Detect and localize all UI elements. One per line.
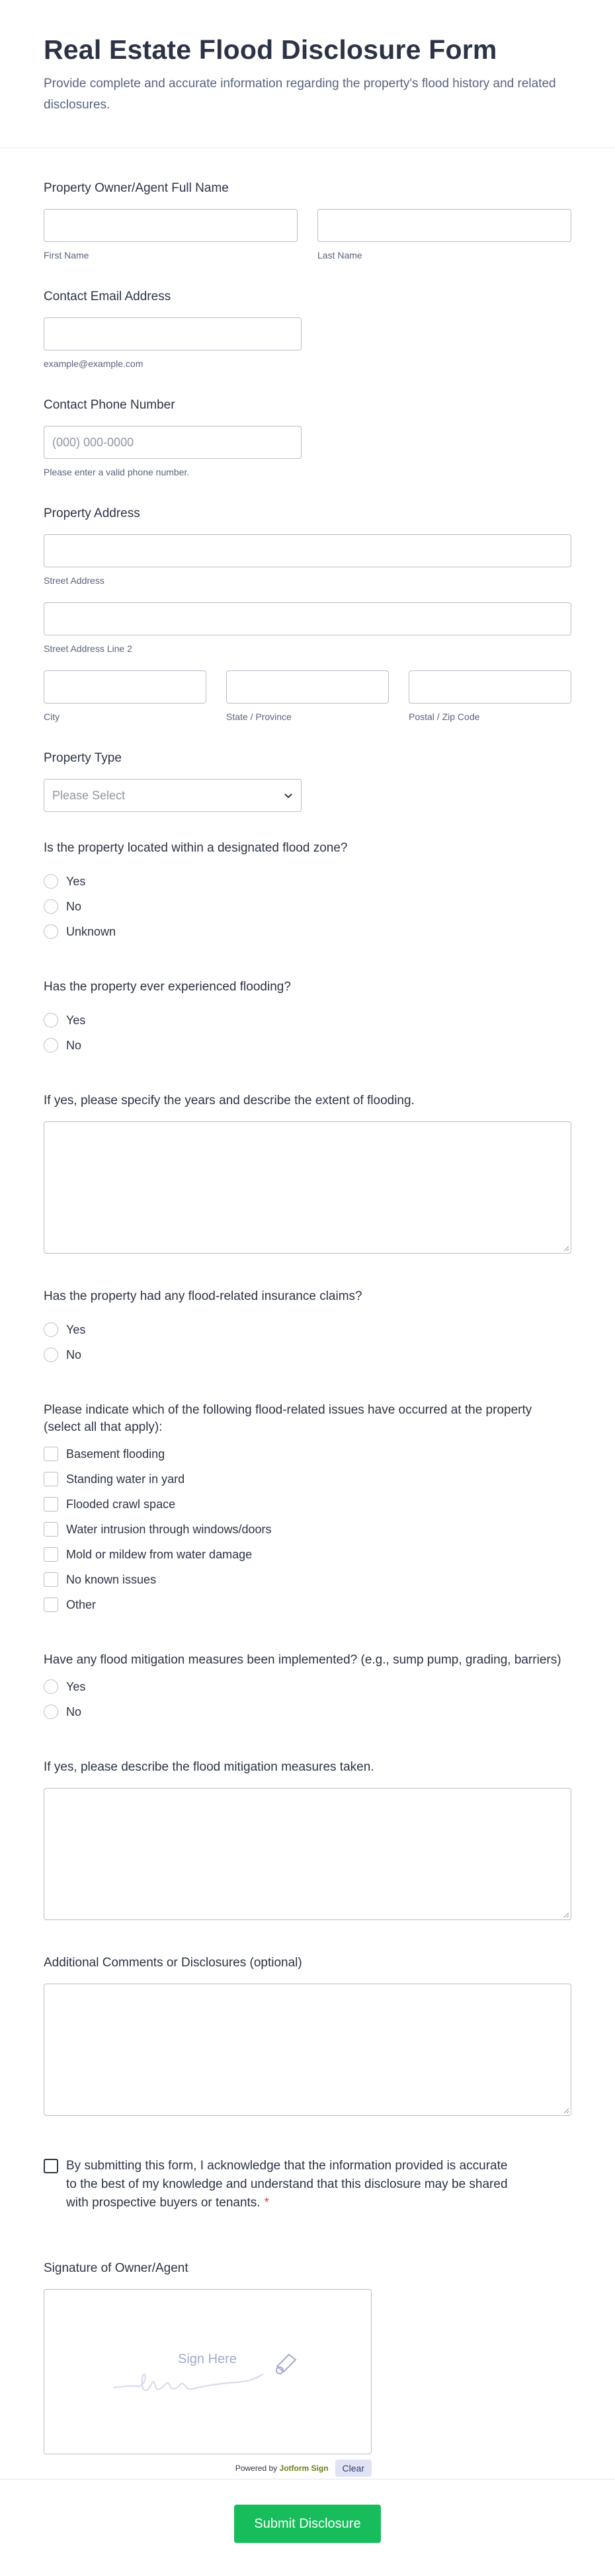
sign-here-placeholder: Sign Here — [178, 2352, 237, 2366]
option-label: Other — [66, 1597, 97, 1611]
radio-button[interactable] — [44, 1705, 58, 1719]
zip-input[interactable] — [409, 670, 571, 704]
option-label: No — [66, 1705, 82, 1718]
form-content — [0, 148, 615, 2477]
checkbox[interactable] — [44, 1497, 58, 1511]
street-address-line2-input[interactable] — [44, 602, 571, 635]
checkbox[interactable] — [44, 1597, 58, 1612]
issue-option[interactable] — [44, 1467, 571, 1492]
option-label: Water intrusion through windows/doors — [66, 1522, 272, 1536]
mitigation-option-no[interactable] — [44, 1699, 571, 1724]
flooding-details-label: If yes, please specify the years and describe the extent of flooding. — [44, 1094, 415, 1107]
powered-by-brand: Jotform Sign — [279, 2464, 329, 2473]
consent-checkbox[interactable] — [44, 2159, 58, 2173]
radio-button[interactable] — [44, 1038, 58, 1053]
consent-text — [66, 2157, 520, 2212]
email-label: Contact Email Address — [44, 290, 171, 303]
issue-option[interactable] — [44, 1492, 571, 1517]
phone-label: Contact Phone Number — [44, 398, 175, 412]
clear-signature-button[interactable]: Clear — [335, 2460, 372, 2477]
comments-field — [44, 1920, 571, 2116]
issues-field — [44, 1367, 571, 1617]
flooding-option-yes[interactable] — [44, 1008, 571, 1033]
consent-label: By submitting this form, I acknowledge that the information provided is accurate to the best of my knowledge and understand that this disclosure may be shared with prospective buyers or tenants. — [66, 2159, 508, 2210]
zip-sublabel: Postal / Zip Code — [409, 711, 480, 722]
property-type-selected: Please Select — [52, 788, 126, 802]
phone-field — [44, 369, 571, 477]
flooding-label: Has the property ever experienced flooding? — [44, 980, 291, 994]
flood-zone-option-unknown[interactable] — [44, 919, 571, 944]
email-input[interactable] — [44, 317, 302, 350]
mitigation-details-field — [44, 1724, 571, 1920]
email-field — [44, 261, 571, 369]
radio-button[interactable] — [44, 1679, 58, 1694]
flooding-details-field — [44, 1058, 571, 1254]
last-name-input[interactable] — [317, 209, 571, 242]
consent-field — [44, 2116, 520, 2212]
issue-option[interactable] — [44, 1592, 571, 1617]
checkbox[interactable] — [44, 1572, 58, 1587]
comments-textarea[interactable] — [44, 1984, 571, 2116]
address-field — [44, 477, 571, 722]
property-type-field — [44, 722, 571, 812]
flooding-option-no[interactable] — [44, 1033, 571, 1058]
phone-input[interactable]: (000) 000-0000 — [44, 426, 302, 459]
option-label: Flooded crawl space — [66, 1497, 176, 1511]
owner-name-field — [44, 148, 571, 261]
checkbox[interactable] — [44, 1472, 58, 1486]
option-label: Unknown — [66, 924, 116, 938]
form-header — [0, 0, 615, 148]
form-title: Real Estate Flood Disclosure Form — [44, 34, 497, 65]
powered-by-prefix: Powered by — [235, 2464, 278, 2473]
street-address-sublabel: Street Address — [44, 575, 104, 586]
signature-field — [44, 2212, 571, 2477]
comments-label: Additional Comments or Disclosures (optional) — [44, 1956, 302, 1970]
property-type-select[interactable] — [44, 779, 302, 812]
flood-zone-option-no[interactable] — [44, 894, 571, 919]
issue-option[interactable] — [44, 1542, 571, 1567]
flood-zone-label: Is the property located within a designated flood zone? — [44, 841, 348, 855]
form-footer — [0, 2479, 615, 2576]
option-label: Yes — [66, 1322, 86, 1336]
chevron-down-icon — [284, 789, 293, 803]
issue-option[interactable] — [44, 1517, 571, 1542]
city-input[interactable] — [44, 670, 206, 704]
signature-scribble-icon — [44, 2290, 372, 2455]
radio-button[interactable] — [44, 899, 58, 914]
option-label: Yes — [66, 874, 86, 888]
mitigation-field — [44, 1617, 571, 1724]
submit-button[interactable]: Submit Disclosure — [234, 2505, 381, 2543]
signature-label: Signature of Owner/Agent — [44, 2261, 188, 2275]
flood-zone-field — [44, 812, 571, 944]
required-marker: * — [264, 2196, 269, 2210]
mitigation-option-yes[interactable] — [44, 1674, 571, 1699]
radio-button[interactable] — [44, 1013, 58, 1027]
radio-button[interactable] — [44, 874, 58, 889]
signature-pad[interactable] — [44, 2289, 372, 2454]
state-sublabel: State / Province — [226, 711, 292, 722]
option-label: No — [66, 899, 82, 913]
mitigation-details-textarea[interactable] — [44, 1788, 571, 1920]
signature-footer — [44, 2460, 372, 2477]
flood-zone-option-yes[interactable] — [44, 869, 571, 894]
resize-handle-icon[interactable] — [563, 2108, 569, 2113]
last-name-sublabel: Last Name — [317, 250, 362, 261]
phone-sublabel: Please enter a valid phone number. — [44, 467, 190, 477]
state-input[interactable] — [226, 670, 389, 704]
mitigation-label: Have any flood mitigation measures been implemented? (e.g., sump pump, grading, barriers) — [44, 1653, 561, 1667]
option-label: Basement flooding — [66, 1447, 165, 1461]
first-name-input[interactable] — [44, 209, 298, 242]
city-sublabel: City — [44, 711, 60, 722]
option-label: No — [66, 1038, 82, 1052]
option-label: Yes — [66, 1679, 86, 1693]
flooding-details-textarea[interactable] — [44, 1121, 571, 1254]
property-type-label: Property Type — [44, 751, 122, 765]
checkbox[interactable] — [44, 1447, 58, 1461]
street-address-line2-sublabel: Street Address Line 2 — [44, 643, 132, 654]
radio-button[interactable] — [44, 924, 58, 939]
radio-button[interactable] — [44, 1322, 58, 1337]
option-label: No — [66, 1348, 82, 1361]
powered-by-text — [235, 2464, 329, 2473]
option-label: No known issues — [66, 1572, 157, 1586]
insurance-claims-field — [44, 1254, 571, 1367]
issue-option[interactable] — [44, 1441, 571, 1467]
option-label: Standing water in yard — [66, 1472, 185, 1486]
email-sublabel: example@example.com — [44, 358, 144, 369]
mitigation-details-label: If yes, please describe the flood mitigation measures taken. — [44, 1760, 374, 1774]
insurance-option-no[interactable] — [44, 1342, 571, 1367]
issues-label: Please indicate which of the following flood-related issues have occurred at the property (select all that apply): — [44, 1403, 532, 1434]
resize-handle-icon[interactable] — [563, 1246, 569, 1251]
option-label: Yes — [66, 1013, 86, 1027]
radio-button[interactable] — [44, 1348, 58, 1362]
option-label: Mold or mildew from water damage — [66, 1547, 253, 1561]
street-address-input[interactable] — [44, 534, 571, 567]
flooding-field — [44, 944, 571, 1058]
insurance-option-yes[interactable] — [44, 1317, 571, 1342]
issue-option[interactable] — [44, 1567, 571, 1592]
form-description: Provide complete and accurate information regarding the property's flood history and related disclosures. — [44, 77, 556, 112]
resize-handle-icon[interactable] — [563, 1912, 569, 1917]
checkbox[interactable] — [44, 1547, 58, 1562]
first-name-sublabel: First Name — [44, 250, 89, 261]
checkbox[interactable] — [44, 1522, 58, 1537]
owner-name-label: Property Owner/Agent Full Name — [44, 181, 229, 195]
address-label: Property Address — [44, 506, 140, 520]
insurance-claims-label: Has the property had any flood-related insurance claims? — [44, 1289, 362, 1303]
